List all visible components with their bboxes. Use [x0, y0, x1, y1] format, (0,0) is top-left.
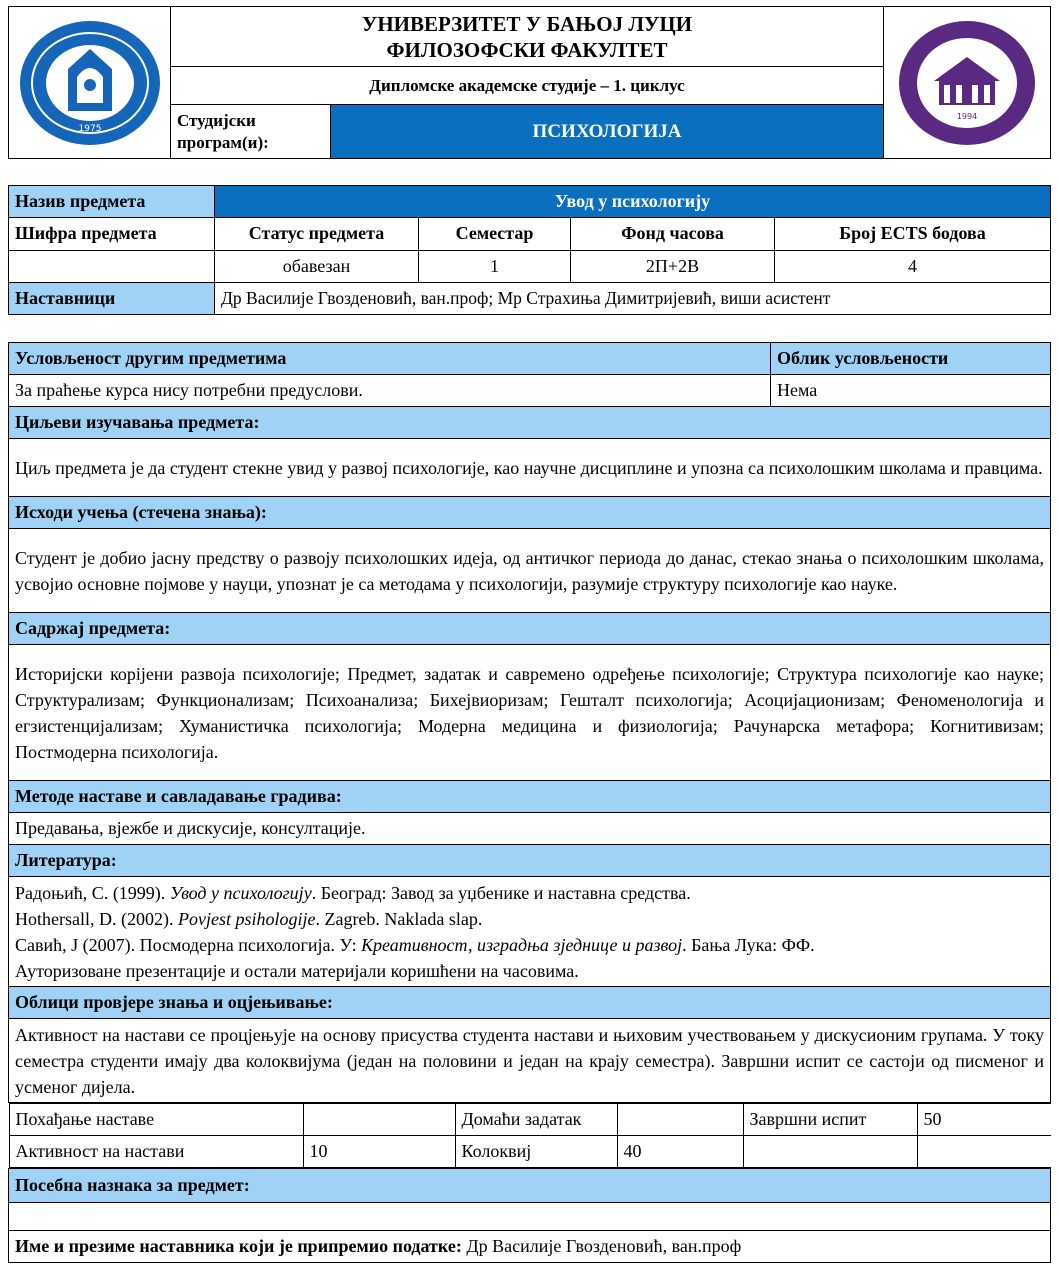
literature-item: Савић, Ј (2007). Посмодерна психологија. У: Креативност, изградња зједнице и развој. Бања Лука: ФФ. [15, 934, 815, 955]
course-semester: 1 [419, 250, 571, 282]
colloquium-points: 40 [617, 1136, 743, 1168]
content-label: Садржај предмета: [9, 613, 1051, 645]
assessment-label: Облици провјере знања и оцјењивање: [9, 987, 1051, 1019]
prerequisites-label: Условљеност другим предметима [9, 343, 771, 375]
teachers: Др Василије Гвозденовић, ван.проф; Мр Страхиња Димитријевић, виши асистент [215, 282, 1051, 314]
course-code [9, 250, 215, 282]
program-name: ПСИХОЛОГИЈА [331, 105, 884, 159]
course-code-label: Шифра предмета [9, 218, 215, 250]
preparer-label: Име и презиме наставника који је припремио податке: [15, 1236, 462, 1256]
university-seal-icon [17, 19, 163, 147]
note [9, 1203, 1051, 1231]
course-name: Увод у психологију [215, 186, 1051, 218]
literature-item: Ауторизоване презентације и остали материјали коришћени на часовима. [15, 960, 579, 981]
methods: Предавања, вјежбе и дискусије, консултације. [9, 813, 1051, 845]
ects-label: Број ECTS бодова [775, 218, 1051, 250]
literature-item: Hothersall, D. (2002). Povjest psihologije. Zagreb. Naklada slap. [15, 908, 483, 929]
course-details-table [8, 342, 1051, 1263]
activity-points: 10 [303, 1136, 455, 1168]
svg-text:1994: 1994 [956, 111, 978, 121]
grading-table [9, 1103, 1051, 1168]
literature-item: Радоњић, С. (1999). Увод у психологију. Београд: Завод за уџбенике и наставна средства. [15, 882, 691, 903]
grading-wrapper [9, 1103, 1051, 1169]
svg-text:1975: 1975 [78, 123, 101, 134]
status-label: Статус предмета [215, 218, 419, 250]
studies-cycle: Дипломске академске студије – 1. циклус [171, 67, 884, 105]
course-name-label: Назив предмета [9, 186, 215, 218]
content: Историјски корijени развоја психологије; Предмет, задатак и савремено одређење психологије; Структура психологије као науке; Структурализам; Функционализам; Психоанализа; Бихејвиоризам; Гешталт психологија; Асоцијационизам; Феноменологија и егзистенцијализам; Хуманистичка психологија; Модерна медицина и физиологија; Рачунарска метафора; Когнитивизам; Постмодерна психологија. [9, 645, 1051, 781]
course-hours: 2П+2В [571, 250, 775, 282]
prerequisite-form: Нема [771, 375, 1051, 407]
hours-label: Фонд часова [571, 218, 775, 250]
right-logo-cell [884, 7, 1051, 159]
goals: Циљ предмета је да студент стекне увид у развој психологије, као научне дисциплине и упозна са психолошким школама и правцима. [9, 439, 1051, 497]
goals-label: Циљеви изучавања предмета: [9, 407, 1051, 439]
activity-label: Активност на настави [9, 1136, 303, 1168]
preparer [9, 1231, 1051, 1263]
outcomes-label: Исходи учења (стечена знања): [9, 497, 1051, 529]
prerequisite-form-label: Облик условљености [771, 343, 1051, 375]
empty-cell [917, 1136, 1051, 1168]
attendance-label: Похађање наставе [9, 1104, 303, 1136]
empty-cell [743, 1136, 917, 1168]
course-info-table [8, 185, 1051, 315]
semester-label: Семестар [419, 218, 571, 250]
university-title: УНИВЕРЗИТЕТ У БАЊОЈ ЛУЦИ ФИЛОЗОФСКИ ФАКУЛТЕТ [171, 7, 884, 67]
note-label: Посебна назнака за предмет: [9, 1169, 1051, 1203]
outcomes: Студент је добио јасну предству о развоју психолошких идеја, од античког периода до данас, стекао знања о психолошким школама, усвојио основне појмове у науци, упознат је са методама у психологији, разумије структуру психологије као науке. [9, 529, 1051, 613]
literature-label: Литература: [9, 845, 1051, 877]
header-table [8, 6, 1051, 159]
homework-label: Домаћи задатак [455, 1104, 617, 1136]
course-status: обавезан [215, 250, 419, 282]
methods-label: Методе наставе и савладавање градива: [9, 781, 1051, 813]
attendance-points [303, 1104, 455, 1136]
final-exam-label: Завршни испит [743, 1104, 917, 1136]
literature-list [9, 877, 1051, 987]
prerequisites: За праћење курса нису потребни предуслови. [9, 375, 771, 407]
final-exam-points: 50 [917, 1104, 1051, 1136]
colloquium-label: Колоквиј [455, 1136, 617, 1168]
homework-points [617, 1104, 743, 1136]
assessment: Активност на настави се процјењује на основу присуства студента настави и њиховим учествовањем у дискусионим групама. У току семестра студенти имају два колоквијума (један на половини и један на крају семестра). Завршни испит се састоји од писменог и усменог дијела. [9, 1019, 1051, 1103]
faculty-seal-icon [894, 19, 1040, 147]
preparer-name: Др Василије Гвозденовић, ван.проф [461, 1236, 742, 1256]
teachers-label: Наставници [9, 282, 215, 314]
left-logo-cell [9, 7, 171, 159]
course-ects: 4 [775, 250, 1051, 282]
program-label: Студијски програм(и): [171, 105, 331, 159]
